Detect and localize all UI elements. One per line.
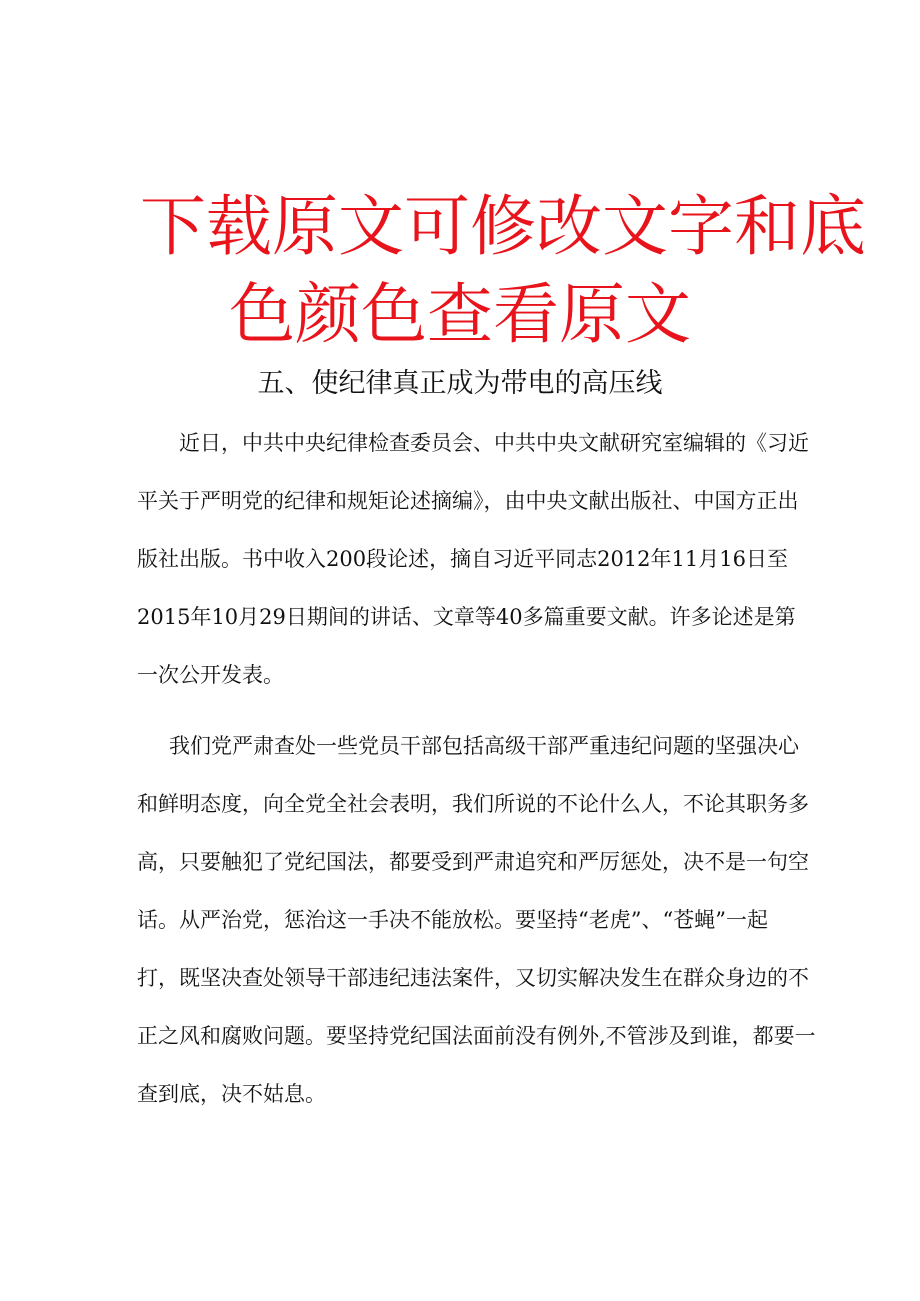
download-banner[interactable]	[140, 183, 866, 359]
paragraph-line: 正之风和腐败问题。要坚持党纪国法面前没有例外,不管涉及到谁，都要一	[137, 1024, 816, 1048]
paragraph-line: 平关于严明党的纪律和规矩论述摘编》，由中央文献出版社、中国方正出	[137, 489, 799, 513]
banner-line-1: 下载原文可修改文字和底	[140, 188, 866, 265]
paragraph-2	[137, 717, 816, 1123]
paragraph-line: 一次公开发表。	[137, 663, 284, 687]
banner-line-2: 色颜色查看原文	[229, 276, 691, 353]
section-heading: 五、使纪律真正成为带电的高压线	[257, 368, 663, 399]
paragraph-line: 2015年10月29日期间的讲话、文章等40多篇重要文献。许多论述是第	[137, 605, 796, 629]
paragraph-1	[137, 414, 809, 704]
paragraph-line: 高，只要触犯了党纪国法，都要受到严肃追究和严厉惩处，决不是一句空	[137, 850, 809, 874]
paragraph-line: 话。从严治党，惩治这一手决不能放松。要坚持“老虎”、“苍蝇”一起	[137, 908, 768, 932]
paragraph-line: 版社出版。书中收入200段论述，摘自习近平同志2012年11月16日至	[137, 547, 788, 571]
paragraph-line: 我们党严肃查处一些党员干部包括高级干部严重违纪问题的坚强决心	[169, 734, 799, 758]
paragraph-line: 和鲜明态度，向全党全社会表明，我们所说的不论什么人，不论其职务多	[137, 792, 809, 816]
paragraph-line: 打，既坚决查处领导干部违纪违法案件，又切实解决发生在群众身边的不	[137, 966, 809, 990]
paragraph-line: 近日，中共中央纪律检查委员会、中共中央文献研究室编辑的《习近	[179, 431, 809, 455]
paragraph-line: 查到底，决不姑息。	[137, 1082, 326, 1106]
